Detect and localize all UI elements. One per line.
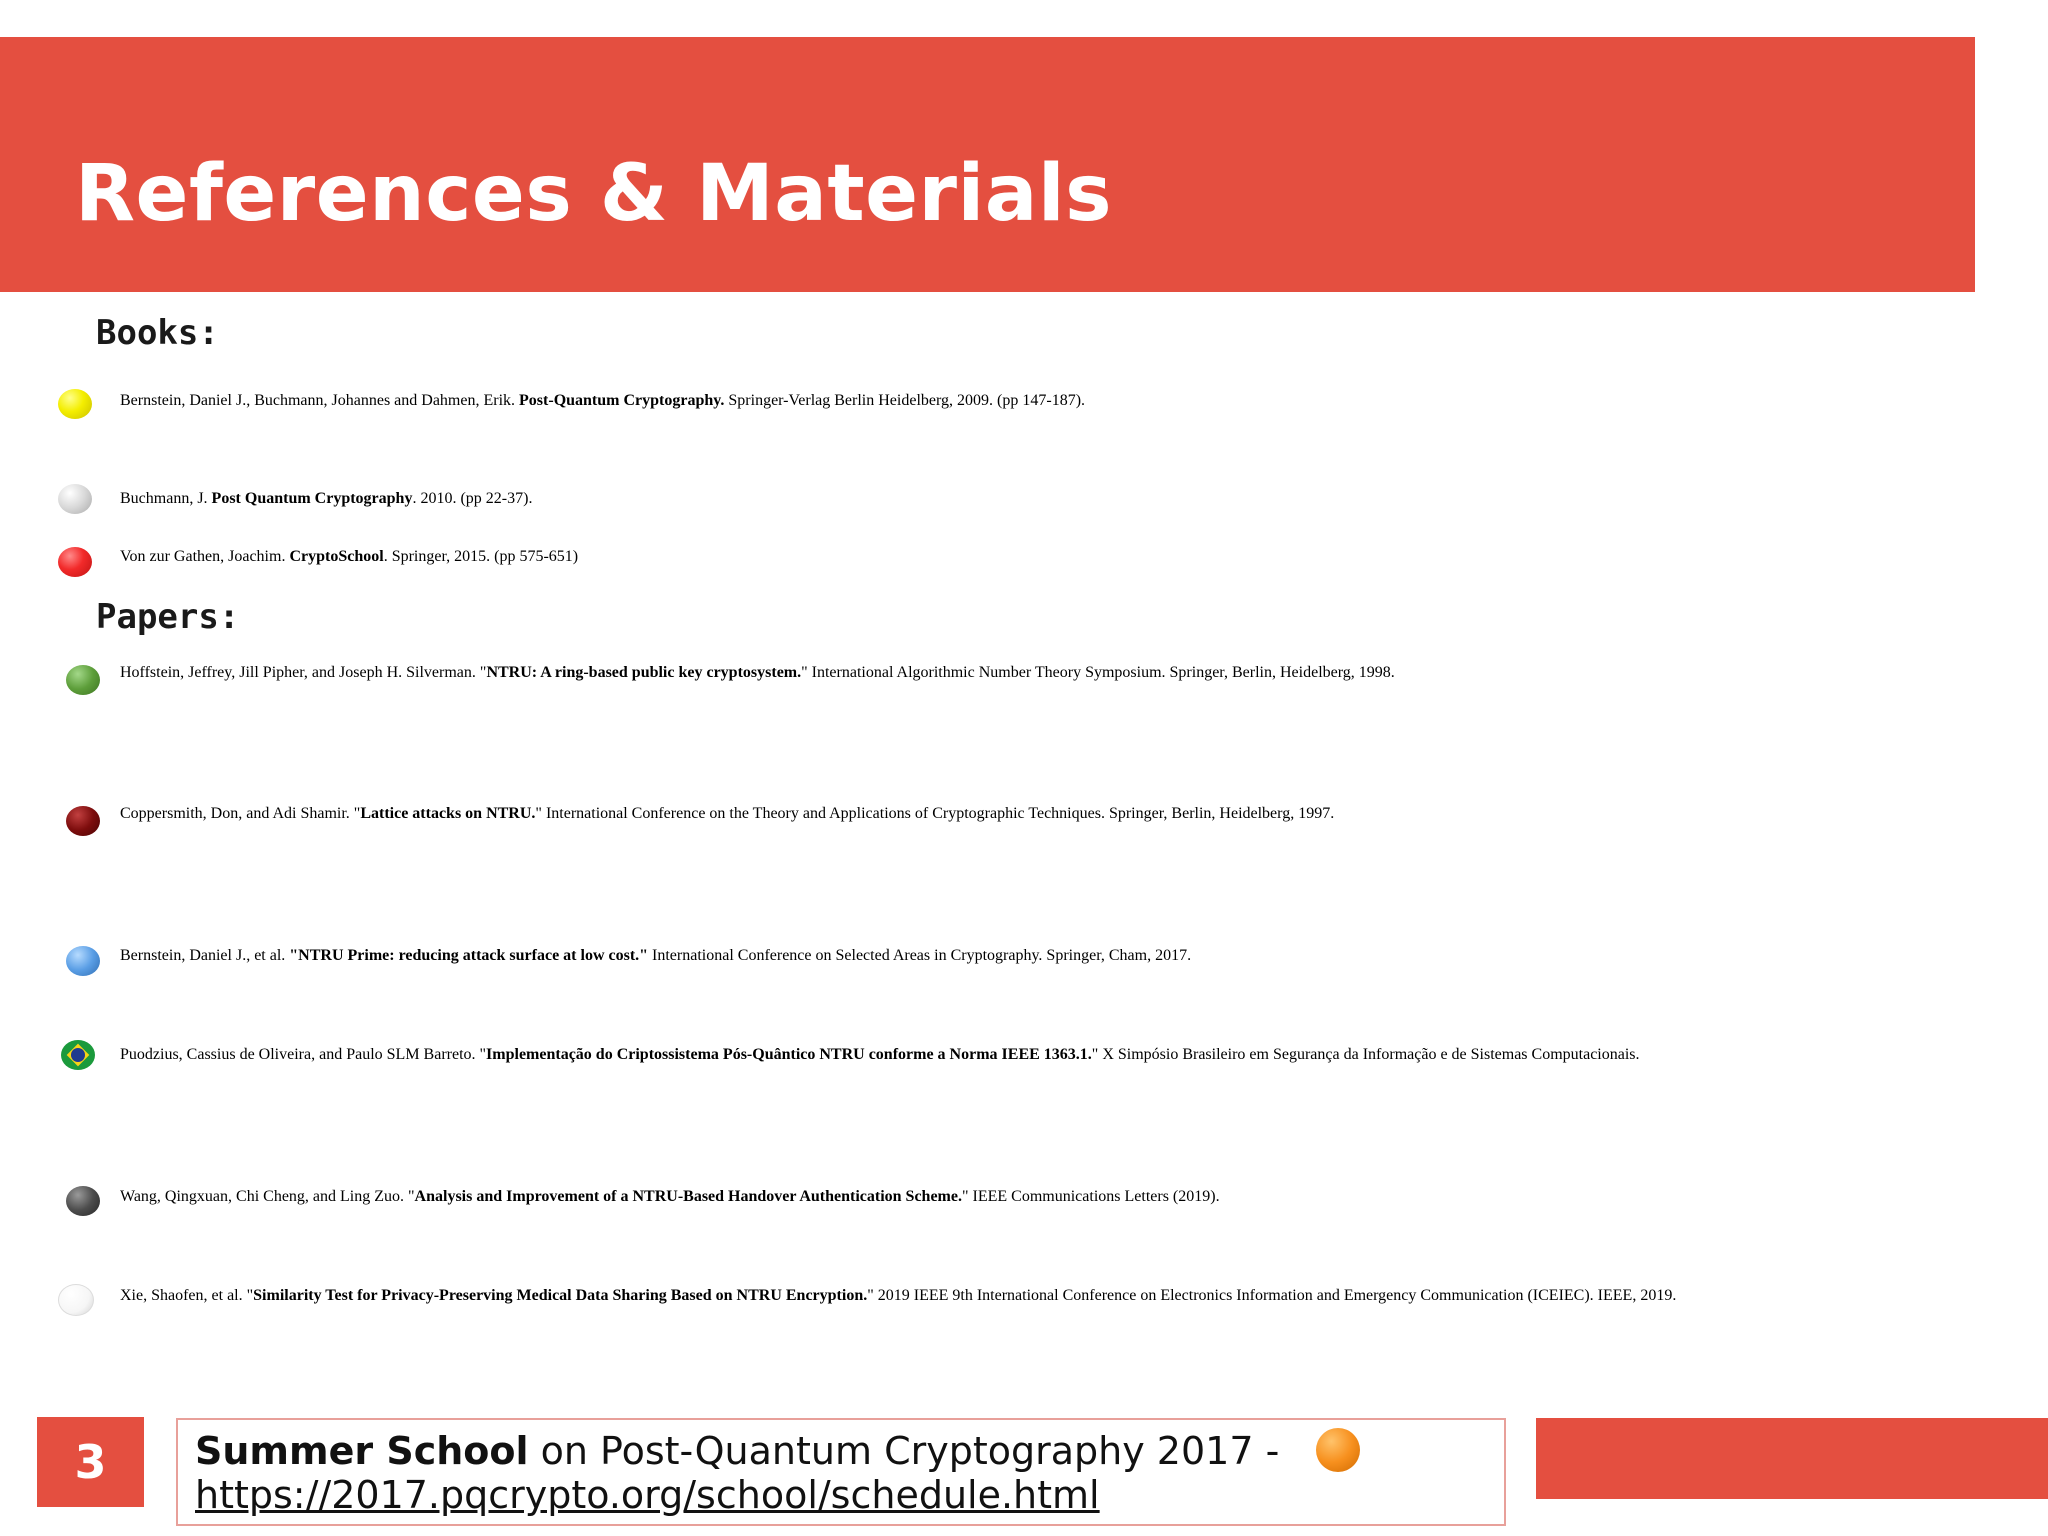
yellow-bullet-icon — [58, 389, 92, 419]
orange-dot-icon — [1316, 1428, 1360, 1472]
paper-reference: Hoffstein, Jeffrey, Jill Pipher, and Joseph H. Silverman. "NTRU: A ring-based public key cryptosystem." International Algorithmic Number Theory Symposium. Springer, Berlin, Heidelberg, 1998. — [120, 664, 1395, 681]
dark-bullet-icon — [66, 1186, 100, 1216]
book-reference: Von zur Gathen, Joachim. CryptoSchool. Springer, 2015. (pp 575-651) — [120, 548, 579, 565]
footer-caption: Summer School on Post-Quantum Cryptography 2017 - — [195, 1429, 1280, 1473]
paper-reference: Wang, Qingxuan, Chi Cheng, and Ling Zuo. "Analysis and Improvement of a NTRU-Based Handover Authentication Scheme." IEEE Communications Letters (2019). — [120, 1188, 1220, 1205]
silver-bullet-icon — [58, 484, 92, 514]
blue-bullet-icon — [66, 946, 100, 976]
page-number-box — [37, 1417, 144, 1507]
brazil-flag-icon — [61, 1040, 95, 1070]
footer-box — [176, 1418, 1506, 1526]
book-reference: Bernstein, Daniel J., Buchmann, Johannes and Dahmen, Erik. Post-Quantum Cryptography. Springer-Verlag Berlin Heidelberg, 2009. (pp 147-187). — [120, 392, 1086, 409]
book-reference: Buchmann, J. Post Quantum Cryptography. 2010. (pp 22-37). — [120, 490, 533, 507]
maroon-bullet-icon — [66, 806, 100, 836]
white-bullet-icon — [58, 1284, 94, 1316]
slide-title: References & Materials — [75, 149, 1113, 239]
paper-reference: Bernstein, Daniel J., et al. "NTRU Prime: reducing attack surface at low cost." International Conference on Selected Areas in Cryptography. Springer, Cham, 2017. — [120, 947, 1192, 964]
schedule-link[interactable]: https://2017.pqcrypto.org/school/schedule.html — [195, 1473, 1100, 1517]
green-bullet-icon — [66, 665, 100, 695]
paper-reference: Coppersmith, Don, and Adi Shamir. "Lattice attacks on NTRU." International Conference on the Theory and Applications of Cryptographic Techniques. Springer, Berlin, Heidelberg, 1997. — [120, 805, 1335, 822]
paper-reference: Puodzius, Cassius de Oliveira, and Paulo SLM Barreto. "Implementação do Criptossistema Pós-Quântico NTRU conforme a Norma IEEE 1363.1." X Simpósio Brasileiro em Segurança da Informação e de Sistemas Computacionais. — [120, 1046, 1640, 1063]
page-number: 3 — [74, 1435, 107, 1489]
books-heading: Books: — [96, 313, 219, 353]
red-bullet-icon — [58, 547, 92, 577]
paper-reference: Xie, Shaofen, et al. "Similarity Test for Privacy-Preserving Medical Data Sharing Based on NTRU Encryption." 2019 IEEE 9th International Conference on Electronics Information and Emergency Communication (ICEIEC). IEEE, 2019. — [120, 1287, 1677, 1304]
footer-band — [1536, 1418, 2048, 1499]
papers-heading: Papers: — [96, 597, 240, 637]
